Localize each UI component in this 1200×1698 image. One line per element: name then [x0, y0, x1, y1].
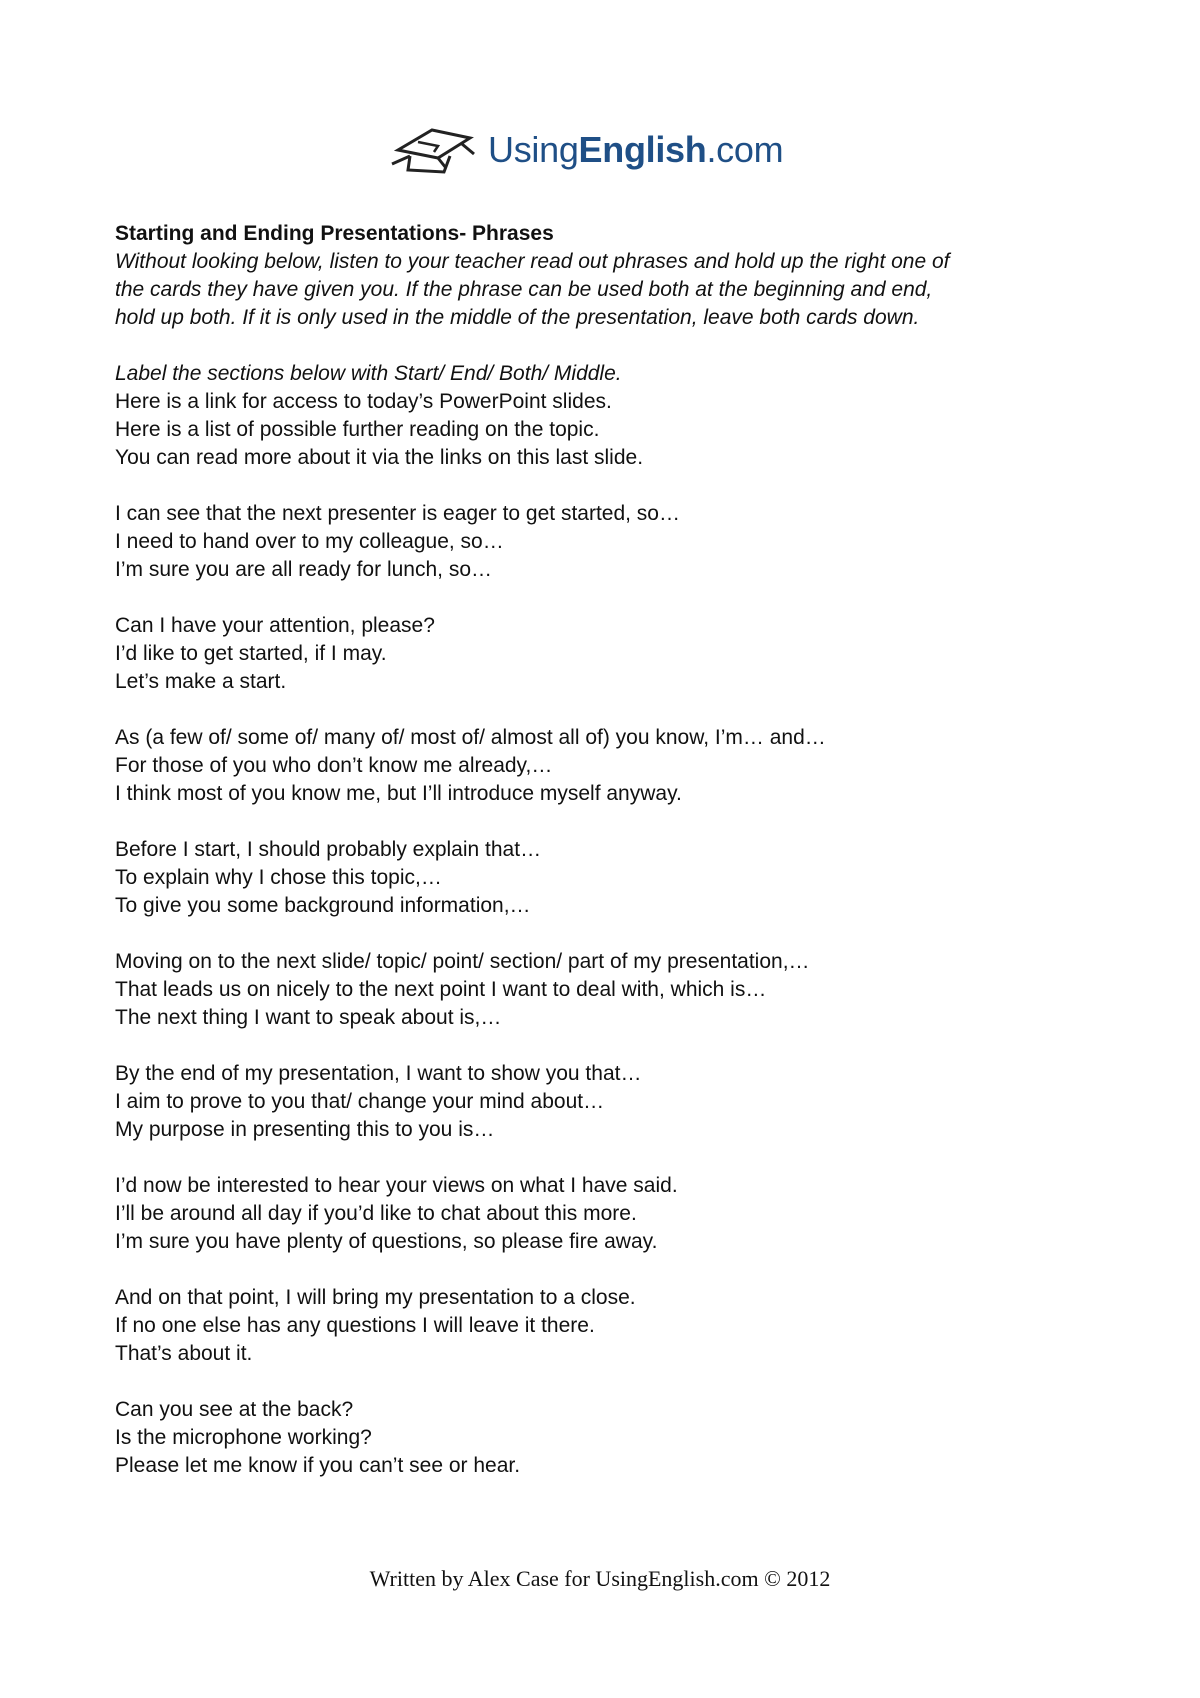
phrase-group	[115, 1172, 1115, 1256]
phrase-groups	[115, 388, 1115, 1480]
phrase-line: Let’s make a start.	[115, 670, 287, 693]
site-logo	[388, 120, 828, 190]
logo-text-bold: English	[578, 129, 707, 170]
phrase-group	[115, 388, 1115, 472]
footer-credit: Written by Alex Case for UsingEnglish.com © 2012	[369, 1566, 831, 1591]
intro-line: Without looking below, listen to your teacher read out phrases and hold up the right one of	[115, 250, 950, 273]
spacer	[115, 332, 1115, 360]
phrase-line: Please let me know if you can’t see or hear.	[115, 1454, 521, 1477]
phrase-line: For those of you who don’t know me already,…	[115, 754, 553, 777]
phrase-line: That’s about it.	[115, 1342, 253, 1365]
phrase-group	[115, 948, 1115, 1032]
phrase-line: You can read more about it via the links on this last slide.	[115, 446, 644, 469]
phrase-line: I’m sure you are all ready for lunch, so…	[115, 558, 492, 581]
phrase-line: I can see that the next presenter is eager to get started, so…	[115, 502, 680, 525]
phrase-line: That leads us on nicely to the next point I want to deal with, which is…	[115, 978, 767, 1001]
logo-text-regular: Using	[488, 129, 579, 170]
intro-line: the cards they have given you. If the phrase can be used both at the beginning and end,	[115, 278, 933, 301]
graduation-cap-icon	[388, 120, 480, 180]
worksheet-content	[115, 220, 1115, 1508]
phrase-line: I aim to prove to you that/ change your mind about…	[115, 1090, 605, 1113]
instruction-text: Label the sections below with Start/ End/ Both/ Middle.	[115, 362, 622, 385]
phrase-group	[115, 612, 1115, 696]
phrase-line: My purpose in presenting this to you is…	[115, 1118, 495, 1141]
phrase-line: Is the microphone working?	[115, 1426, 372, 1449]
phrase-line: Here is a list of possible further reading on the topic.	[115, 418, 600, 441]
logo-text	[488, 128, 783, 172]
phrase-line: I’m sure you have plenty of questions, so please fire away.	[115, 1230, 658, 1253]
phrase-line: Can I have your attention, please?	[115, 614, 435, 637]
phrase-group	[115, 836, 1115, 920]
logo-text-suffix: .com	[706, 129, 784, 170]
phrase-group	[115, 1060, 1115, 1144]
phrase-line: If no one else has any questions I will leave it there.	[115, 1314, 595, 1337]
phrase-group	[115, 724, 1115, 808]
phrase-line: The next thing I want to speak about is,…	[115, 1006, 502, 1029]
phrase-line: Can you see at the back?	[115, 1398, 354, 1421]
phrase-line: Here is a link for access to today’s PowerPoint slides.	[115, 390, 612, 413]
page-title: Starting and Ending Presentations- Phrases	[115, 222, 554, 245]
phrase-group	[115, 1284, 1115, 1368]
intro-line: hold up both. If it is only used in the middle of the presentation, leave both cards down.	[115, 306, 920, 329]
phrase-group	[115, 1396, 1115, 1480]
phrase-line: I need to hand over to my colleague, so…	[115, 530, 504, 553]
phrase-line: Moving on to the next slide/ topic/ point/ section/ part of my presentation,…	[115, 950, 810, 973]
phrase-line: To give you some background information,…	[115, 894, 531, 917]
phrase-line: I think most of you know me, but I’ll introduce myself anyway.	[115, 782, 682, 805]
phrase-line: I’d now be interested to hear your views on what I have said.	[115, 1174, 678, 1197]
phrase-line: I’ll be around all day if you’d like to chat about this more.	[115, 1202, 637, 1225]
phrase-line: I’d like to get started, if I may.	[115, 642, 387, 665]
phrase-line: As (a few of/ some of/ many of/ most of/ almost all of) you know, I’m… and…	[115, 726, 826, 749]
intro-paragraph	[115, 248, 1115, 332]
phrase-line: Before I start, I should probably explain that…	[115, 838, 542, 861]
phrase-line: By the end of my presentation, I want to show you that…	[115, 1062, 642, 1085]
phrase-line: And on that point, I will bring my presentation to a close.	[115, 1286, 636, 1309]
phrase-group	[115, 500, 1115, 584]
phrase-line: To explain why I chose this topic,…	[115, 866, 442, 889]
